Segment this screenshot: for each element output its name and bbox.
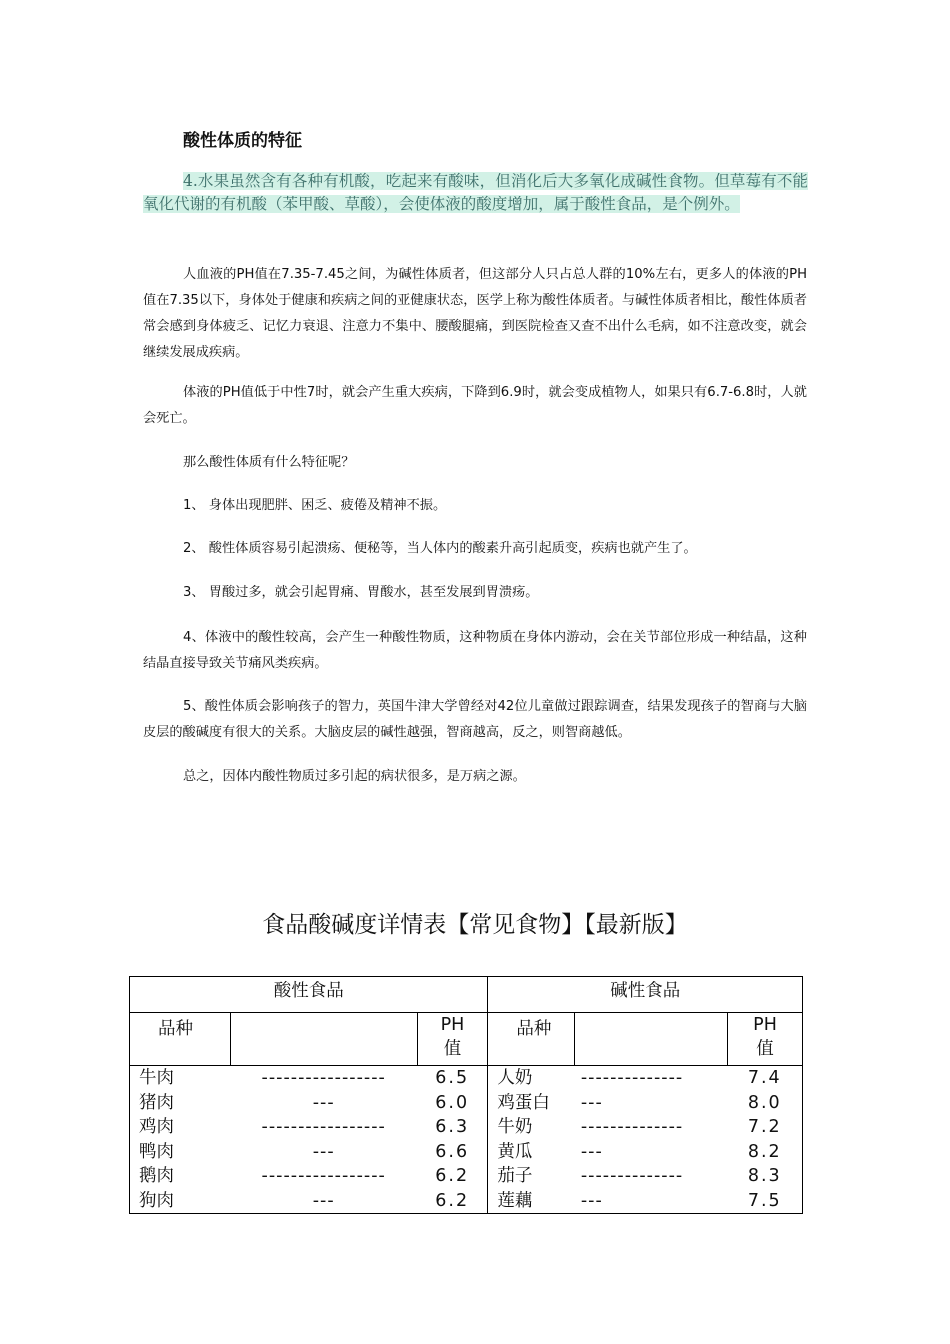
alkaline-ph-value: 7.2 (728, 1115, 803, 1140)
acid-ph-header: PH 值 (417, 1013, 488, 1066)
paragraph-question: 那么酸性体质有什么特征呢？ (183, 455, 355, 470)
alkaline-foods-header: 碱性食品 (488, 977, 803, 1013)
acid-food-name: 鸭肉 (130, 1140, 231, 1165)
acid-dash: ----------------- (261, 1117, 386, 1137)
alkaline-food-name: 黄瓜 (488, 1140, 575, 1165)
acid-ph-value: 6.2 (417, 1189, 488, 1214)
alkaline-dash: -------------- (580, 1117, 684, 1137)
alkaline-ph-header: PH 值 (728, 1013, 803, 1066)
ph-table (129, 976, 803, 1214)
alkaline-food-name: 莲藕 (488, 1189, 575, 1214)
table-row (130, 1115, 803, 1140)
list-item-2: 2、 酸性体质容易引起溃疡、便秘等，当人体内的酸素升高引起质变，疾病也就产生了。 (183, 541, 697, 556)
acid-dash: ----------------- (261, 1068, 386, 1088)
acid-food-name: 狗肉 (130, 1189, 231, 1214)
acid-ph-value: 6.5 (435, 1068, 470, 1088)
acid-food-name: 猪肉 (130, 1091, 231, 1116)
acid-dash: --- (230, 1189, 417, 1214)
acid-ph-value: 6.6 (435, 1141, 470, 1162)
alkaline-ph-value: 8.2 (728, 1140, 803, 1165)
table-row (130, 1140, 803, 1165)
alkaline-ph-value: 7.4 (728, 1066, 803, 1091)
alkaline-ph-value: 7.5 (728, 1189, 803, 1214)
alkaline-food-name: 牛奶 (488, 1115, 575, 1140)
paragraph-body-fluid-ph: 体液的PH值低于中性7时，就会产生重大疾病，下降到6.9时，就会变成植物人，如果只有6.7-6.8时，人就会死亡。 (143, 385, 807, 426)
acid-foods-header: 酸性食品 (130, 977, 488, 1013)
table-row (130, 1091, 803, 1116)
acid-food-name: 鹅肉 (130, 1164, 231, 1189)
paragraph-blood-ph: 人血液的PH值在7.35-7.45之间，为碱性体质者，但这部分人只占总人群的10%左右，更多人的体液的PH值在7.35以下，身体处于健康和疾病之间的亚健康状态，医学上称为酸性体质者。与碱性体质者相比，酸性体质者常会感到身体疲乏、记忆力衰退、注意力不集中、腰酸腿痛，到医院检查又查不出什么毛病，如不注意改变，就会继续发展成疾病。 (143, 267, 807, 360)
table-row (130, 1066, 803, 1091)
alkaline-ph-value: 8.0 (728, 1091, 803, 1116)
acid-ph-value: 6.0 (435, 1092, 470, 1113)
alkaline-kind-header: 品种 (488, 1013, 575, 1066)
acid-dash: --- (312, 1092, 335, 1113)
table-title: 食品酸碱度详情表【常见食物】【最新版】 (262, 912, 688, 938)
list-item-1: 1、 身体出现肥胖、困乏、疲倦及精神不振。 (183, 498, 447, 513)
alkaline-food-name: 茄子 (488, 1164, 575, 1189)
acid-ph-value: 6.2 (435, 1166, 470, 1186)
table-row (130, 1164, 803, 1189)
paragraph-conclusion: 总之，因体内酸性物质过多引起的病状很多，是万病之源。 (183, 769, 526, 784)
acid-blank-header (230, 1013, 417, 1066)
alkaline-dash: --- (580, 1141, 603, 1162)
acid-food-name: 鸡肉 (130, 1115, 231, 1140)
alkaline-dash: --- (575, 1189, 728, 1214)
list-item-4: 4、体液中的酸性较高，会产生一种酸性物质，这种物质在身体内游动，会在关节部位形成一种结晶，这种结晶直接导致关节痛风类疾病。 (143, 630, 807, 671)
acid-dash: ----------------- (261, 1166, 386, 1186)
highlighted-text: 4.水果虽然含有各种有机酸，吃起来有酸味，但消化后大多氧化成碱性食物。但草莓有不能氧化代谢的有机酸（苯甲酸、草酸），会使体液的酸度增加，属于酸性食品，是个例外。 (143, 172, 808, 213)
alkaline-blank-header (575, 1013, 728, 1066)
list-item-3: 3、 胃酸过多，就会引起胃痛、胃酸水，甚至发展到胃溃疡。 (183, 585, 539, 600)
acid-dash: --- (312, 1141, 335, 1162)
alkaline-dash: -------------- (580, 1068, 684, 1088)
table-row (130, 1189, 803, 1214)
acid-kind-header: 品种 (130, 1013, 231, 1066)
alkaline-food-name: 鸡蛋白 (488, 1091, 575, 1116)
alkaline-dash: -------------- (580, 1166, 684, 1186)
section-heading: 酸性体质的特征 (183, 131, 302, 151)
alkaline-ph-value: 8.3 (728, 1164, 803, 1189)
highlighted-paragraph (143, 170, 808, 216)
alkaline-dash: --- (580, 1092, 603, 1113)
alkaline-food-name: 人奶 (488, 1066, 575, 1091)
acid-ph-value: 6.3 (435, 1117, 470, 1137)
list-item-5: 5、酸性体质会影响孩子的智力，英国牛津大学曾经对42位儿童做过跟踪调查，结果发现孩子的智商与大脑皮层的酸碱度有很大的关系。大脑皮层的碱性越强，智商越高，反之，则智商越低。 (143, 699, 807, 740)
acid-food-name: 牛肉 (130, 1066, 231, 1091)
